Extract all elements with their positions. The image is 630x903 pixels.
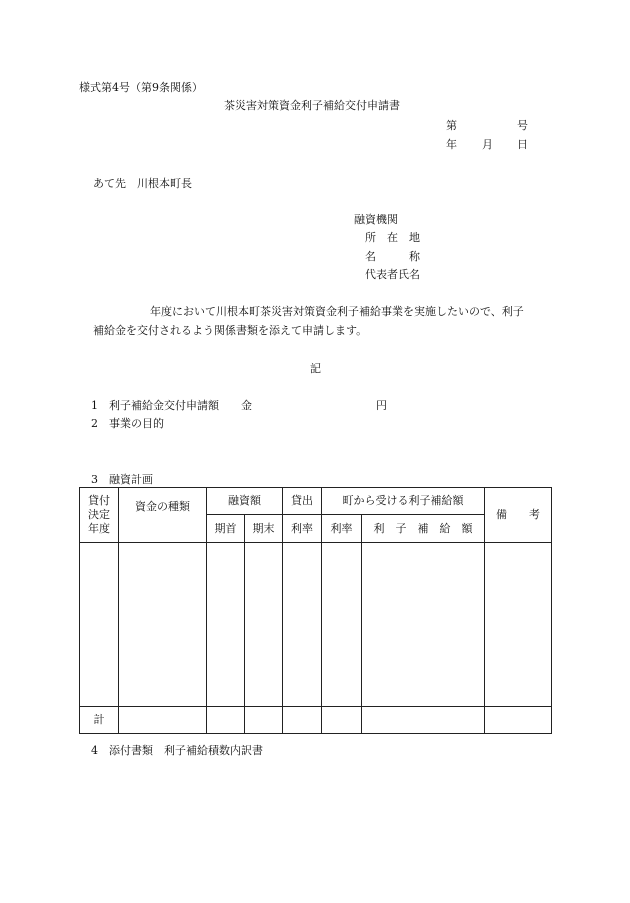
item-1-application-amount: 1 利子補給金交付申請額 金 bbox=[91, 399, 252, 412]
header-lending-rate-top: 貸出 bbox=[283, 488, 322, 515]
cell-subsidy-amount bbox=[362, 543, 485, 707]
date-day: 日 bbox=[517, 138, 528, 151]
document-title: 茶災害対策資金利子補給交付申請書 bbox=[224, 99, 400, 112]
total-start bbox=[207, 707, 245, 734]
total-rate bbox=[322, 707, 362, 734]
cell-start bbox=[207, 543, 245, 707]
body-text-line2: 補給金を交付されるよう関係書類を添えて申請します。 bbox=[93, 324, 368, 337]
total-remarks bbox=[485, 707, 552, 734]
representative-label: 代表者氏名 bbox=[365, 268, 420, 281]
header-fund-type: 資金の種類 bbox=[119, 488, 207, 543]
date-year: 年 bbox=[446, 138, 457, 151]
item-3-financing-plan: 3 融資計画 bbox=[91, 473, 153, 486]
address-label: 所 在 地 bbox=[365, 231, 420, 244]
header-start: 期首 bbox=[207, 515, 245, 543]
header-loan-amount: 融資額 bbox=[207, 488, 283, 515]
applicant-heading: 融資機関 bbox=[354, 213, 398, 226]
header-loan-year: 貸付 決定 年度 bbox=[80, 488, 119, 543]
number-dai: 第 bbox=[446, 119, 457, 132]
header-end: 期末 bbox=[245, 515, 283, 543]
body-text-line1: 年度において川根本町茶災害対策資金利子補給事業を実施したいので、利子 bbox=[150, 305, 524, 318]
total-row bbox=[80, 707, 552, 734]
addressee: あて先 川根本町長 bbox=[93, 177, 192, 190]
cell-fund-type bbox=[119, 543, 207, 707]
total-lending-rate bbox=[283, 707, 322, 734]
name-label: 名 称 bbox=[365, 250, 420, 263]
cell-lending-rate bbox=[283, 543, 322, 707]
total-end bbox=[245, 707, 283, 734]
item-1-yen: 円 bbox=[376, 399, 387, 412]
header-subsidy-amount: 利 子 補 給 額 bbox=[362, 515, 485, 543]
date-month: 月 bbox=[482, 138, 493, 151]
item-4-attachments: 4 添付書類 利子補給積数内訳書 bbox=[91, 744, 263, 757]
cell-end bbox=[245, 543, 283, 707]
item-2-purpose: 2 事業の目的 bbox=[91, 417, 164, 430]
total-subsidy-amount bbox=[362, 707, 485, 734]
header-remarks: 備 考 bbox=[485, 488, 552, 543]
cell-remarks bbox=[485, 543, 552, 707]
header-lending-rate-bottom: 利率 bbox=[283, 515, 322, 543]
cell-loan-year bbox=[80, 543, 119, 707]
number-go: 号 bbox=[517, 119, 528, 132]
financing-plan-table bbox=[79, 487, 552, 734]
table-row bbox=[80, 543, 552, 707]
total-label: 計 bbox=[80, 707, 119, 734]
total-fund-type bbox=[119, 707, 207, 734]
form-number: 様式第4号（第9条関係） bbox=[79, 81, 203, 94]
cell-rate bbox=[322, 543, 362, 707]
header-rate: 利率 bbox=[322, 515, 362, 543]
ki-heading: 記 bbox=[310, 362, 321, 375]
header-subsidy-group: 町から受ける利子補給額 bbox=[322, 488, 485, 515]
